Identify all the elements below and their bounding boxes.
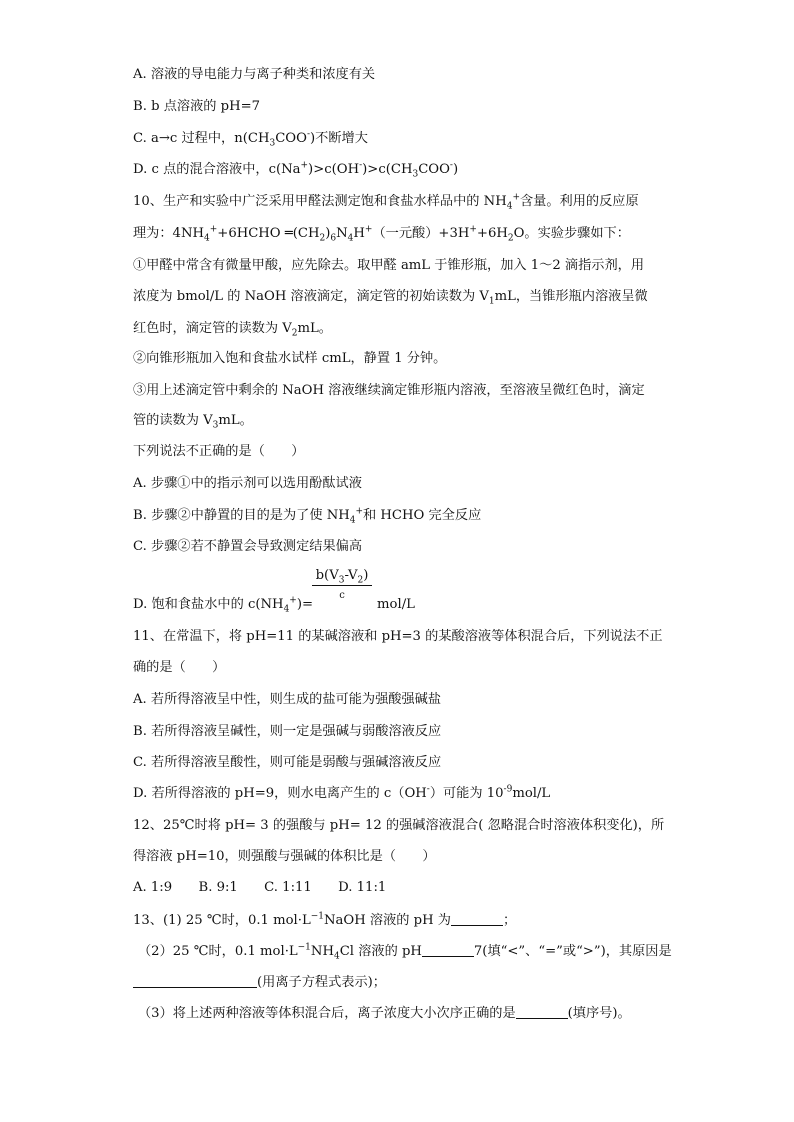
q10-option-b: B. 步骤②中静置的目的是为了使 $NH_4^+$和 HCHO 完全反应 <box>133 506 482 526</box>
fraction-numerator: $b(V_3-V_2)$ <box>312 568 372 586</box>
q11-option-d: D. 若所得溶液的 pH=9，则水电离产生的 c（OH-）可能为 $10^{-9}mol/L$ <box>133 784 551 801</box>
q10-step2: ②向锥形瓶加入饱和食盐水试样 cmL，静置 1 分钟。 <box>133 351 447 366</box>
q11-option-c: C. 若所得溶液呈酸性，则可能是弱酸与强碱溶液反应 <box>133 755 442 770</box>
q10-step3-line1: ③用上述滴定管中剩余的 NaOH 溶液继续滴定锥形瓶内溶液，至溶液呈微红色时，滴定 <box>133 383 645 398</box>
q13-part2-line2: (用离子方程式表示)； <box>133 973 386 992</box>
q10-step1-line2: 浓度为 bmol/L 的 NaOH 溶液滴定，滴定管的初始读数为 $V_1mL$，当锥形瓶内溶液呈微 <box>133 289 648 307</box>
q10-stem-line1: 10、生产和实验中广泛采用甲醛法测定饱和食盐水样品中的 $NH_4^+$含量。利用的反应原 <box>133 192 639 212</box>
q9-option-c: C. a→c 过程中，$n(CH_3COO^-)$不断增大 <box>133 129 368 149</box>
fraction-denominator: c <box>339 590 345 601</box>
q13-part2-line1: （2）25 ℃时，0.1 $mol\cdot L^{-1}NH_4Cl$ 溶液的 pH 7(填“<”、“=”或“>”)，其原因是 <box>138 942 672 962</box>
q13-part3: （3）将上述两种溶液等体积混合后，离子浓度大小次序正确的是 (填序号)。 <box>138 1006 631 1021</box>
q10-step1-line3: 红色时，滴定管的读数为 $V_2mL$。 <box>133 321 332 339</box>
answer-blank[interactable] <box>422 942 474 957</box>
q10-option-a: A. 步骤①中的指示剂可以选用酚酞试液 <box>133 476 362 491</box>
answer-blank[interactable] <box>516 1004 568 1019</box>
q12-options: A. 1:9 B. 9:1 C. 1:11 D. 11:1 <box>133 880 387 895</box>
q12-stem-line1: 12、25℃时将 pH= 3 的强酸与 pH= 12 的强碱溶液混合( 忽略混合时溶液体积变化)，所 <box>133 818 665 833</box>
q11-option-a: A. 若所得溶液呈中性，则生成的盐可能为强酸强碱盐 <box>133 692 442 707</box>
q11-option-b: B. 若所得溶液呈碱性，则一定是强碱与弱酸溶液反应 <box>133 724 442 739</box>
q10-step1-line1: ①甲醛中常含有微量甲酸，应先除去。取甲醛 amL 于锥形瓶，加入 1～2 滴指示剂，用 <box>133 258 645 273</box>
answer-blank[interactable] <box>133 973 257 988</box>
q9-option-a: A. 溶液的导电能力与离子种类和浓度有关 <box>133 67 376 82</box>
answer-blank[interactable] <box>451 911 503 926</box>
q10-stem-line2: 理为：$4NH_4^++6HCHO$ $═(CH_2)_6N_4H^+$（一元酸）$+3H^++6H_2O$。实验步骤如下： <box>133 224 630 244</box>
q12-stem-line2: 得溶液 pH=10，则强酸与强碱的体积比是（ ） <box>133 849 436 864</box>
q10-step3-line2: 管的读数为 $V_3mL$。 <box>133 413 253 431</box>
q11-stem-line2: 确的是（ ） <box>133 660 226 675</box>
q10-option-d: D. 饱和食盐水中的 $c(NH_4^+)= mol/L$ <box>133 595 415 615</box>
q11-stem-line1: 11、在常温下，将 pH=11 的某碱溶液和 pH=3 的某酸溶液等体积混合后，下列说法不正 <box>133 629 663 644</box>
q10-option-c: C. 步骤②若不静置会导致测定结果偏高 <box>133 539 363 554</box>
q13-part1: 13、(1) 25 ℃时，0.1 $mol\cdot L^{-1}NaOH$ 溶液的 pH 为 ； <box>133 911 517 928</box>
q9-option-d: D. c 点的混合溶液中，$c(Na^+)>c(OH^-)>c(CH_3COO^-)$ <box>133 160 459 180</box>
q9-option-b: B. b 点溶液的 pH=7 <box>133 99 261 114</box>
q10-question: 下列说法不正确的是（ ） <box>133 444 305 459</box>
